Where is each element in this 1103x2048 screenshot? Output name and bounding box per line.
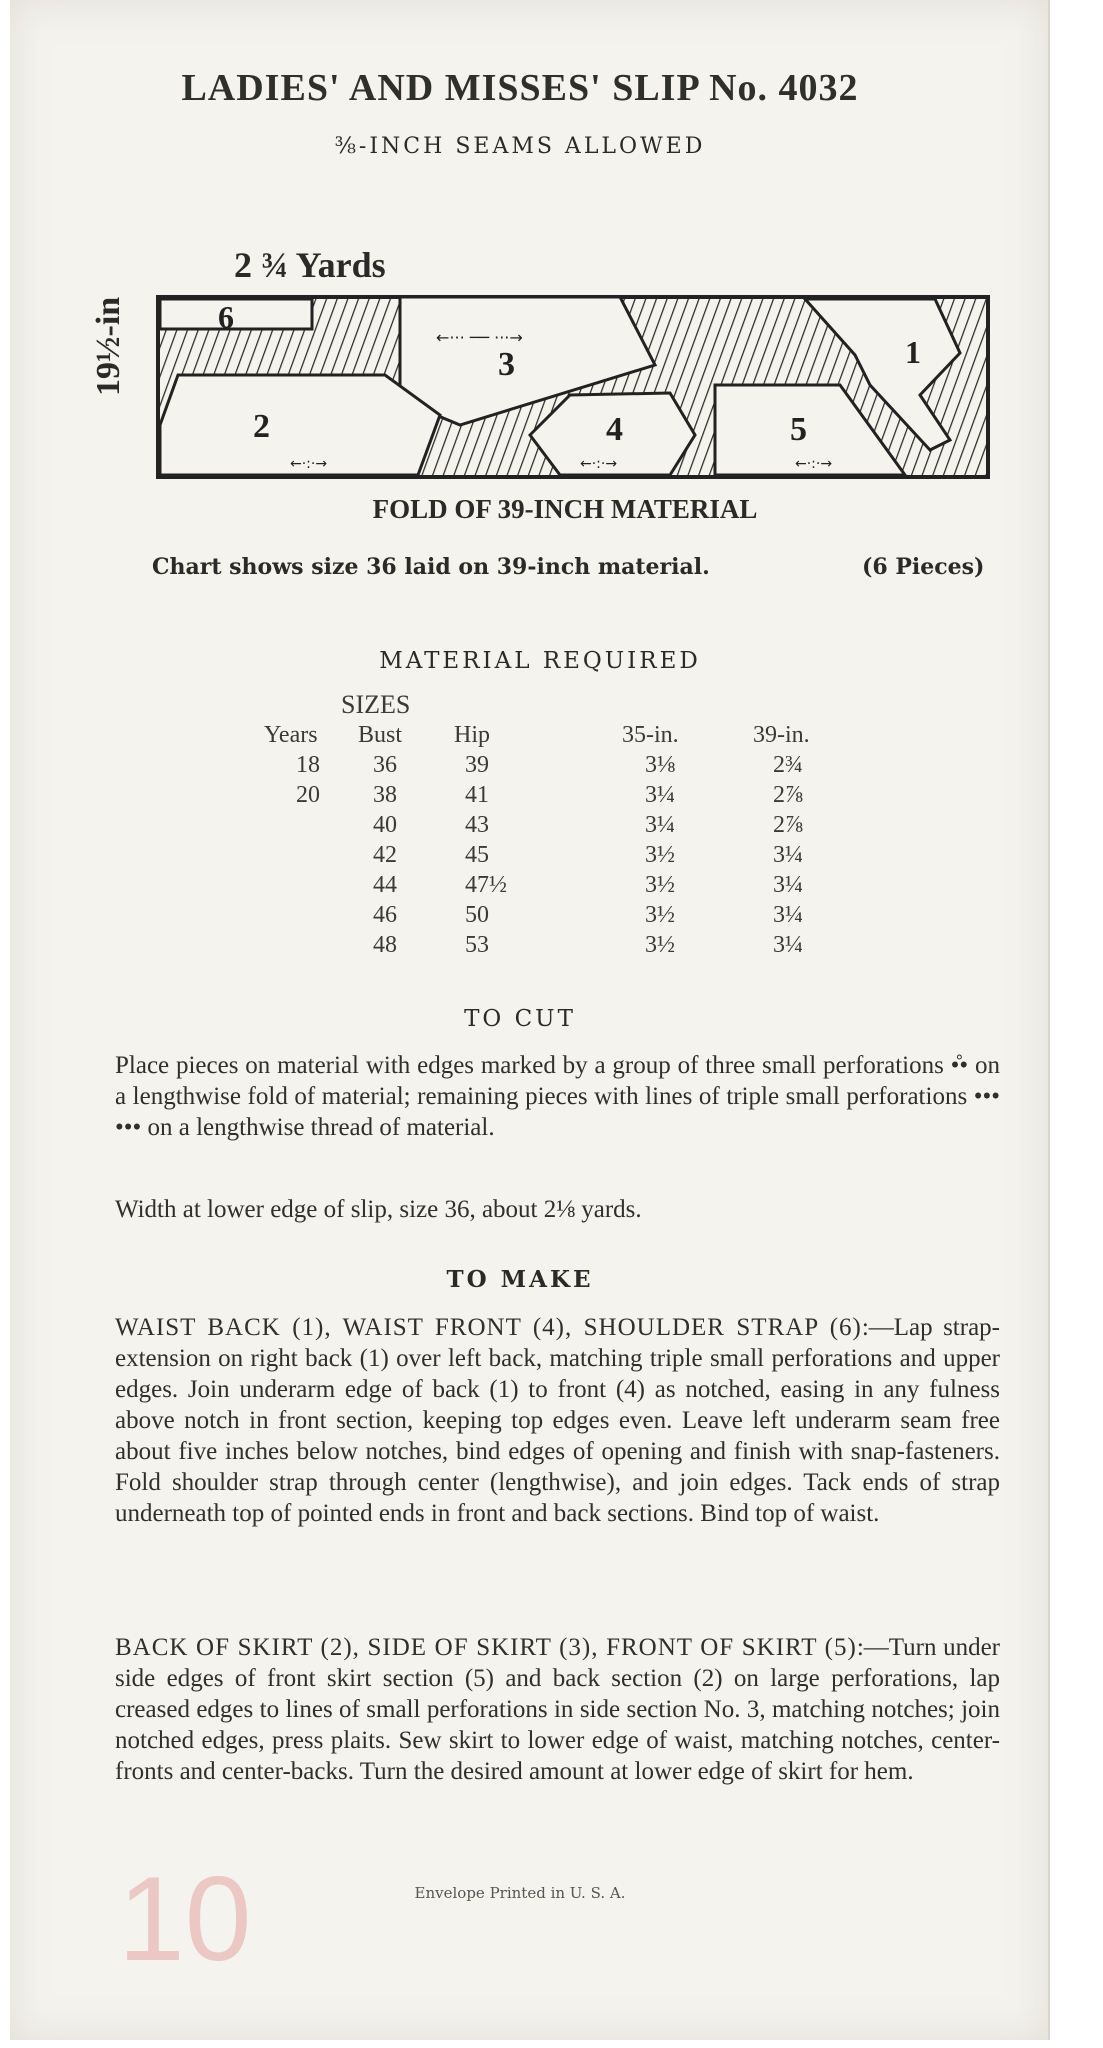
table-cell: 46 <box>373 902 397 928</box>
cutting-layout-diagram <box>150 285 995 495</box>
table-cell: 20 <box>296 782 320 808</box>
skirt-instructions-text: :—Turn under side edges of front skirt section (5) and back section (2) on large perforations, lap creased edges to lines of small perforations in side section No. 3, matching notches; join notched edges, press plaits. Sew skirt to lower edge of waist, matching notches, center-fronts and center-backs. Turn the desired amount at lower edge of skirt for hem. <box>115 1634 1000 1785</box>
chart-note: Chart shows size 36 laid on 39-inch material. <box>152 554 710 580</box>
svg-text:←·:·→: ←·:·→ <box>795 456 833 472</box>
table-cell: 3¼ <box>645 782 675 808</box>
pencil-mark: 10 <box>118 1852 252 1986</box>
table-cell: 39 <box>465 752 489 778</box>
table-cell: 3¼ <box>773 872 803 898</box>
table-cell: 36 <box>373 752 397 778</box>
table-cell: 3½ <box>645 932 675 958</box>
waist-instructions-text: :—Lap strap-extension on right back (1) over left back, matching triple small perforations and upper edges. Join underarm edge of back (1) to front (4) as notched, easing in any fulness above notch in front section, keeping top edges even. Leave left underarm seam free about five inches below notches, bind edges of opening and finish with snap-fasteners. Fold shoulder strap through center (lengthwise), and join edges. Tack ends of strap underneath top of pointed ends in front and back sections. Bind top of waist. <box>115 1314 1000 1527</box>
table-cell: 18 <box>296 752 320 778</box>
column-header: 39-in. <box>753 722 810 748</box>
svg-text:3: 3 <box>498 346 515 383</box>
yardage-label: 2 ¾ Yards <box>234 245 386 285</box>
table-cell: 53 <box>465 932 489 958</box>
column-header: 35-in. <box>622 722 679 748</box>
table-cell: 3½ <box>645 842 675 868</box>
material-width-label: 19½-in <box>90 296 127 396</box>
table-cell: 45 <box>465 842 489 868</box>
svg-text:←·:·→: ←·:·→ <box>290 456 328 472</box>
svg-text:6: 6 <box>218 299 234 335</box>
pieces-count: (6 Pieces) <box>862 554 985 580</box>
svg-text:2: 2 <box>253 408 270 445</box>
table-cell: 43 <box>465 812 489 838</box>
piece-2-back-of-skirt <box>160 375 440 475</box>
piece-6-shoulder-strap <box>160 299 312 335</box>
pattern-title: LADIES' AND MISSES' SLIP No. 4032 <box>181 67 859 109</box>
table-cell: 2⅞ <box>773 782 803 808</box>
column-header: Years <box>264 722 318 748</box>
table-cell: 3½ <box>645 902 675 928</box>
table-cell: 3¼ <box>773 842 803 868</box>
svg-text:←··· ── ···→: ←··· ── ···→ <box>436 328 523 347</box>
svg-text:←·:·→: ←·:·→ <box>580 456 618 472</box>
column-header: Bust <box>358 722 403 748</box>
table-cell: 38 <box>373 782 397 808</box>
table-cell: 3⅛ <box>645 752 675 778</box>
fold-label: FOLD OF 39-INCH MATERIAL <box>372 494 758 524</box>
waist-instructions <box>115 1312 1000 1529</box>
svg-text:4: 4 <box>606 411 623 448</box>
seam-allowance-note: ⅜-INCH SEAMS ALLOWED <box>334 134 706 159</box>
printed-in-note: Envelope Printed in U. S. A. <box>414 1884 626 1902</box>
table-cell: 3¼ <box>773 932 803 958</box>
table-cell: 48 <box>373 932 397 958</box>
sizes-label: SIZES <box>341 690 411 719</box>
table-cell: 2⅞ <box>773 812 803 838</box>
table-cell: 3½ <box>645 872 675 898</box>
waist-pieces-heading: WAIST BACK (1), WAIST FRONT (4), SHOULDER STRAP (6) <box>115 1314 862 1341</box>
material-table-body <box>0 752 1103 992</box>
skirt-pieces-heading: BACK OF SKIRT (2), SIDE OF SKIRT (3), FRONT OF SKIRT (5) <box>115 1634 857 1661</box>
to-make-heading: TO MAKE <box>446 1266 594 1293</box>
table-cell: 40 <box>373 812 397 838</box>
to-cut-heading: TO CUT <box>464 1006 576 1032</box>
table-cell: 50 <box>465 902 489 928</box>
table-cell: 3¼ <box>773 902 803 928</box>
svg-text:1: 1 <box>905 334 921 370</box>
column-header: Hip <box>454 722 490 748</box>
table-cell: 44 <box>373 872 397 898</box>
table-cell: 42 <box>373 842 397 868</box>
table-cell: 3¼ <box>645 812 675 838</box>
to-cut-instructions: Place pieces on material with edges marked by a group of three small perforations •̊• on a lengthwise fold of material; remaining pieces with lines of triple small perforations ••• ••• on a lengthwise thread of material. <box>115 1052 1000 1141</box>
skirt-instructions <box>115 1632 1000 1787</box>
svg-text:5: 5 <box>790 411 807 448</box>
material-required-heading: MATERIAL REQUIRED <box>379 648 701 674</box>
table-cell: 2¾ <box>773 752 803 778</box>
table-cell: 41 <box>465 782 489 808</box>
lower-edge-width-note: Width at lower edge of slip, size 36, about 2⅛ yards. <box>115 1196 642 1223</box>
table-cell: 47½ <box>465 872 507 898</box>
